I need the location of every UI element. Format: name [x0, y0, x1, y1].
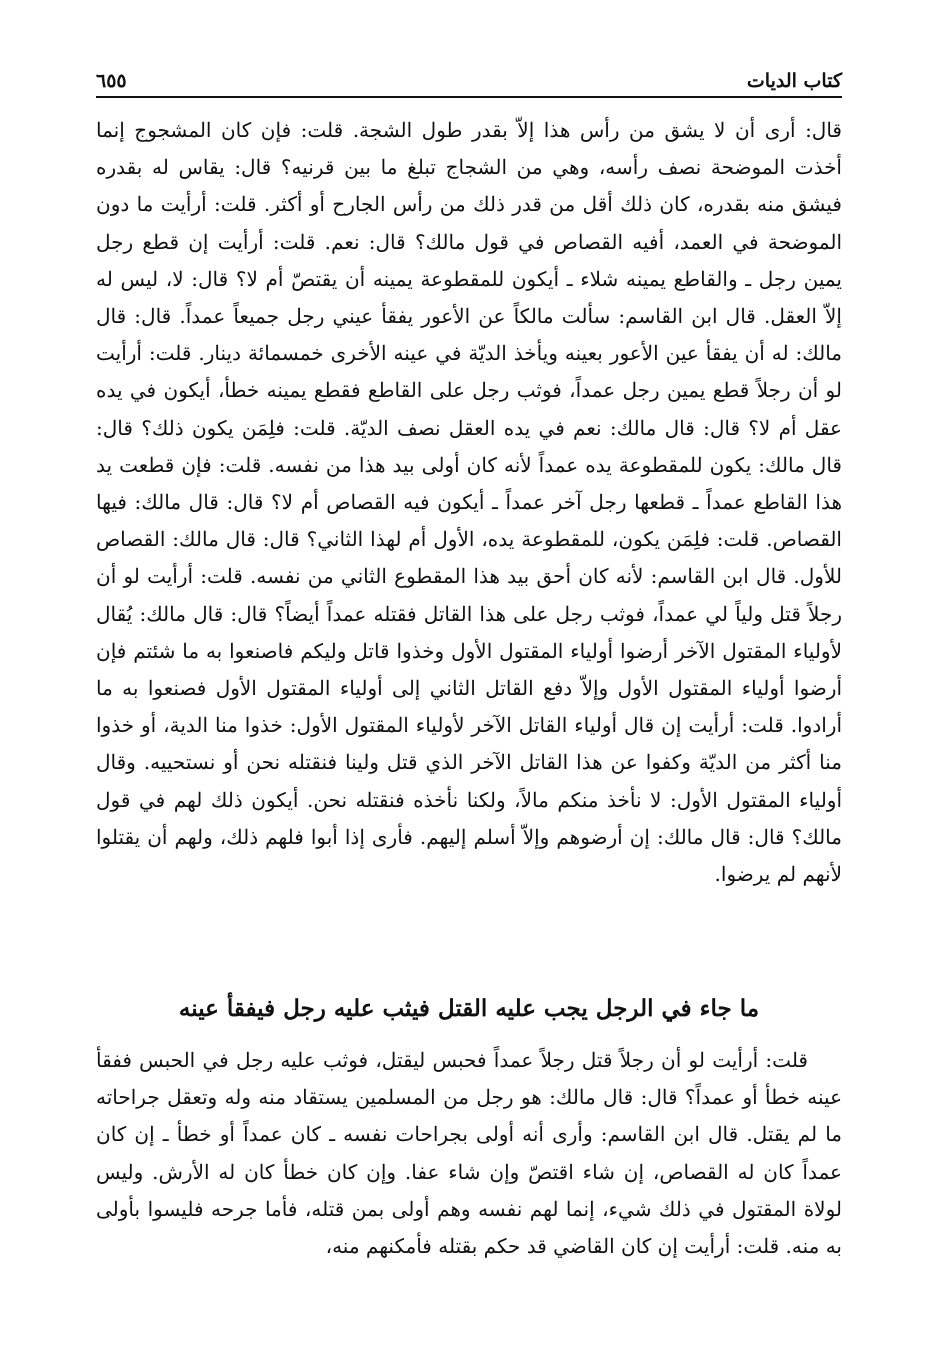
body-paragraph: قال: أرى أن لا يشق من رأس هذا إلاّ بقدر طول الشجة. قلت: فإن كان المشجوج إنما أخذت الموضحة نصف رأسه، وهي من الشجاج تبلغ ما بين قرنيه؟ قال: يقاس له بقدره فيشق منه بقدره، كان ذلك أقل من قدر ذلك من رأس الجارح أو أكثر. قلت: أرأيت ما دون الموضحة في العمد، أفيه القصاص في قول مالك؟ قال: نعم. قلت: أرأيت إن قطع رجل يمين رجل ـ والقاطع يمينه شلاء ـ أيكون للمقطوعة يمينه أن يقتصّ أم لا؟ قال: لا، ليس له إلاّ العقل. قال ابن القاسم: سألت مالكاً عن الأعور يفقأ عيني رجل جميعاً عمداً. قال: قال مالك: له أن يفقأ عين الأعور بعينه ويأخذ الديّة في عينه الأخرى خمسمائة دينار. قلت: أرأيت لو أن رجلاً قطع يمين رجل عمداً، فوثب رجل على القاطع فقطع يمينه خطأ، أيكون في يده عقل أم لا؟ قال: قال مالك: نعم في يده العقل نصف الديّة. قلت: فلِمَن يكون ذلك؟ قال: قال مالك: يكون للمقطوعة يده عمداً لأنه كان أولى بيد هذا من نفسه. قلت: فإن قطعت يد هذا القاطع عمداً ـ قطعها رجل آخر عمداً ـ أيكون فيه القصاص أم لا؟ قال: قال مالك: فيها القصاص. قلت: فلِمَن يكون، للمقطوعة يده، الأول أم لهذا الثاني؟ قال: قال مالك: القصاص للأول. قال ابن القاسم: لأنه كان أحق بيد هذا المقطوع الثاني من نفسه. قلت: أرأيت لو أن رجلاً قتل ولياً لي عمداً، فوثب رجل على هذا القاتل فقتله عمداً أيضاً؟ قال: قال مالك: يُقال لأولياء المقتول الآخر أرضوا أولياء المقتول الأول وخذوا قاتل وليكم فاصنعوا به ما شئتم فإن أرضوا أولياء المقتول الأول وإلاّ دفع القاتل الثاني إلى أولياء المقتول الأول فصنعوا به ما أرادوا. قلت: أرأيت إن قال أولياء القاتل الآخر لأولياء المقتول الأول: خذوا منا الدية، أو خذوا منا أكثر من الديّة وكفوا عن هذا القاتل الآخر الذي قتل ولينا فنقتله نحن أو نستحييه. وقال أولياء المقتول الأول: لا نأخذ منكم مالاً، ولكنا نأخذه فنقتله نحن. أيكون ذلك لهم في قول مالك؟ قال: قال مالك: إن أرضوهم وإلاّ أسلم إليهم. فأرى إذا أبوا فلهم ذلك، ولهم أن يقتلوا لأنهم لم يرضوا.: [96, 118, 842, 887]
section-text-block: [96, 1042, 842, 1302]
body-paragraph: قلت: أرأيت لو أن رجلاً قتل رجلاً عمداً فحبس ليقتل، فوثب عليه رجل في الحبس ففقأ عينه خطأ أو عمداً؟ قال: قال مالك: هو رجل من المسلمين يستقاد منه وله وتعقل جراحاته ما لم يقتل. قال ابن القاسم: وأرى أنه أولى بجراحات نفسه ـ كان عمداً أو خطأ ـ إن كان عمداً كان له القصاص، إن شاء اقتصّ وإن شاء عفا. وإن كان خطأ كان له الأرش. وليس لولاة المقتول في ذلك شيء، إنما لهم نفسه وهم أولى بمن قتله، فأما جرحه فليسوا بأولى به منه. قلت: أرأيت إن كان القاضي قد حكم بقتله فأمكنهم منه،: [96, 1048, 843, 1259]
running-header: [96, 58, 842, 98]
running-title: كتاب الديات: [746, 70, 842, 92]
page-number: ٦٥٥: [96, 70, 127, 92]
main-text-block: [96, 112, 842, 957]
section-heading: ما جاء في الرجل يجب عليه القتل فيثب عليه رجل فيفقأ عينه: [178, 995, 760, 1022]
